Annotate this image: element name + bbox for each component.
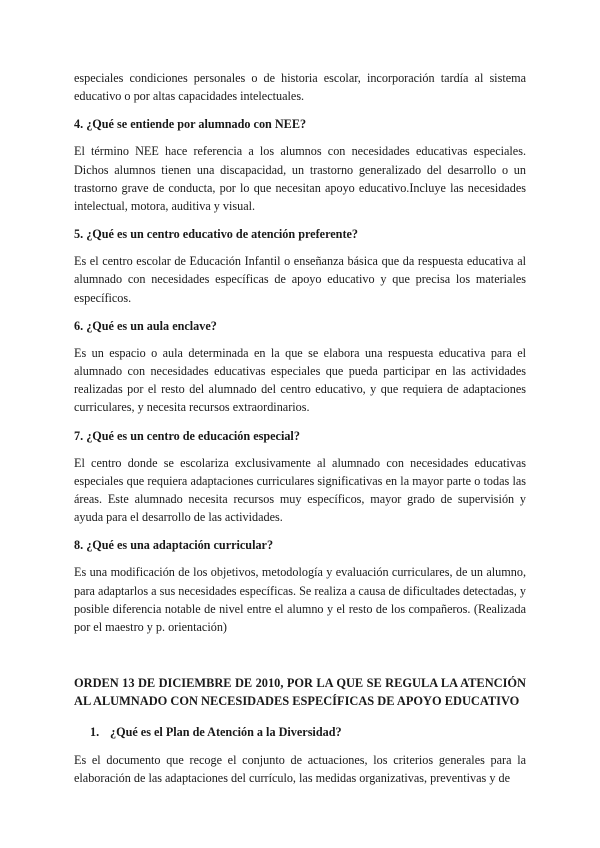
final-paragraph: Es el documento que recoge el conjunto de actuaciones, los criterios generales para la elaboración de las adaptaciones del currículo, las medidas organizativas, preventivas y de <box>74 752 526 785</box>
answer-paragraph: Es el centro escolar de Educación Infantil o enseñanza básica que da respuesta educativa al alumnado con necesidades específicas de apoyo educativo y que precisa los materiales específicos. <box>74 254 526 305</box>
answer-paragraph: Es una modificación de los objetivos, metodología y evaluación curriculares, de un alumno, para adaptarlos a sus necesidades específicas. Se realiza a causa de dificultades detectadas, y posible diferencia notable de nivel entre el alumno y el resto de los compañeros. (Realizada por el maestro y p. orientación) <box>74 565 526 635</box>
question-heading: 4. ¿Qué se entiende por alumnado con NEE? <box>74 117 307 132</box>
question-heading: 6. ¿Qué es un aula enclave? <box>74 318 217 333</box>
answer-paragraph: El término NEE hace referencia a los alumnos con necesidades educativas especiales. Dichos alumnos tienen una discapacidad, un trastorno generalizado del desarrollo o un trastorno grave de conducta, por lo que necesitan apoyo educativo.Incluye las necesidades intelectual, motora, auditiva y visual. <box>74 144 526 214</box>
section-4 <box>74 115 526 215</box>
numbered-question <box>74 723 526 741</box>
question-number: 1. <box>90 724 100 739</box>
section-5 <box>74 225 526 307</box>
orden-heading: ORDEN 13 DE DICIEMBRE DE 2010, POR LA QUE SE REGULA LA ATENCIÓN AL ALUMNADO CON NECESIDADES ESPECÍFICAS DE APOYO EDUCATIVO <box>74 676 526 709</box>
document-page <box>74 69 526 787</box>
intro-paragraph: especiales condiciones personales o de historia escolar, incorporación tardía al sistema educativo o por altas capacidades intelectuales. <box>74 71 526 104</box>
section-8 <box>74 536 526 636</box>
question-heading: 7. ¿Qué es un centro de educación especial? <box>74 428 300 443</box>
section-7 <box>74 427 526 527</box>
answer-paragraph: El centro donde se escolariza exclusivamente al alumnado con necesidades educativas especiales que requiera adaptaciones curriculares significativas en la mayor parte o todas las áreas. Este alumnado necesita recursos muy específicos, mayor grado de supervisión y ayuda para el desarrollo de las actividades. <box>74 455 526 525</box>
answer-paragraph: Es un espacio o aula determinada en la que se elabora una respuesta educativa para el alumnado con necesidades educativas especiales que pueda participar en las actividades realizadas por el resto del alumnado del centro educativo, y que requiera de adaptaciones curriculares, y necesita recursos extraordinarios. <box>74 345 526 415</box>
section-6 <box>74 317 526 417</box>
question-text: ¿Qué es el Plan de Atención a la Diversidad? <box>110 724 342 739</box>
question-heading: 8. ¿Qué es una adaptación curricular? <box>74 538 274 553</box>
question-heading: 5. ¿Qué es un centro educativo de atención preferente? <box>74 227 359 242</box>
